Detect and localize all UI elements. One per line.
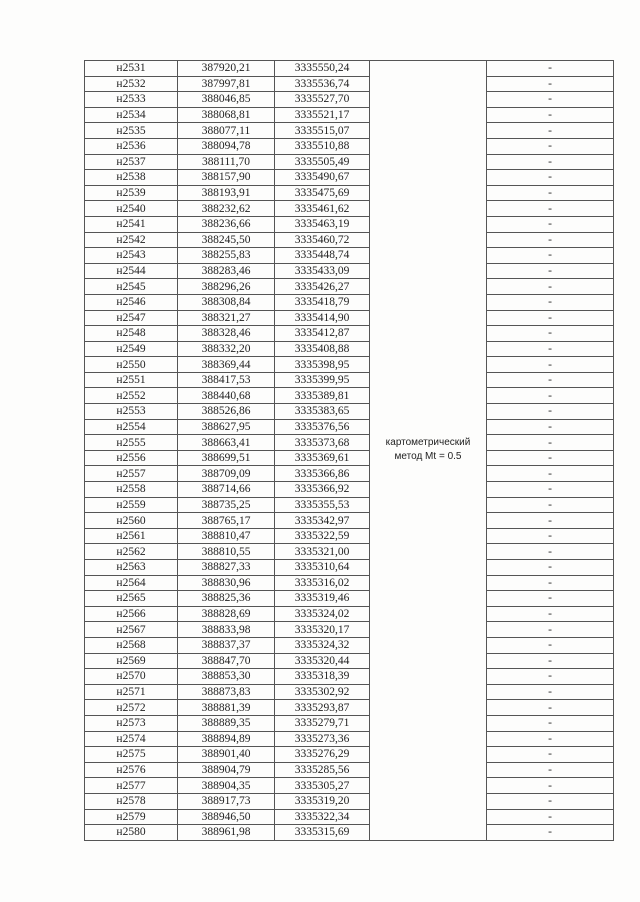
- point-id: н2577: [85, 778, 178, 794]
- description-dash: -: [487, 825, 614, 841]
- table-row: [85, 637, 614, 653]
- coord-x: 388046,85: [178, 92, 275, 108]
- coord-y: 3335319,20: [275, 793, 370, 809]
- table-row: [85, 341, 614, 357]
- coord-y: 3335305,27: [275, 778, 370, 794]
- point-id: н2531: [85, 61, 178, 77]
- point-id: н2570: [85, 669, 178, 685]
- point-id: н2532: [85, 76, 178, 92]
- table-row: [85, 450, 614, 466]
- coord-x: 388961,98: [178, 825, 275, 841]
- coord-y: 3335310,64: [275, 560, 370, 576]
- coord-x: 388881,39: [178, 700, 275, 716]
- description-dash: -: [487, 606, 614, 622]
- description-dash: -: [487, 544, 614, 560]
- coord-y: 3335510,88: [275, 138, 370, 154]
- coordinates-table: [84, 60, 614, 841]
- point-id: н2558: [85, 482, 178, 498]
- description-dash: -: [487, 528, 614, 544]
- description-dash: -: [487, 279, 614, 295]
- coord-y: 3335490,67: [275, 170, 370, 186]
- coord-y: 3335273,36: [275, 731, 370, 747]
- point-id: н2537: [85, 154, 178, 170]
- point-id: н2562: [85, 544, 178, 560]
- coord-y: 3335414,90: [275, 310, 370, 326]
- point-id: н2547: [85, 310, 178, 326]
- point-id: н2568: [85, 637, 178, 653]
- coord-x: 388236,66: [178, 216, 275, 232]
- coord-x: 388714,66: [178, 482, 275, 498]
- description-dash: -: [487, 669, 614, 685]
- coord-x: 388765,17: [178, 513, 275, 529]
- coord-y: 3335536,74: [275, 76, 370, 92]
- point-id: н2541: [85, 216, 178, 232]
- description-dash: -: [487, 731, 614, 747]
- point-id: н2563: [85, 560, 178, 576]
- point-id: н2551: [85, 372, 178, 388]
- description-dash: -: [487, 201, 614, 217]
- point-id: н2572: [85, 700, 178, 716]
- coord-y: 3335320,44: [275, 653, 370, 669]
- point-id: н2573: [85, 715, 178, 731]
- table-row: [85, 372, 614, 388]
- description-dash: -: [487, 341, 614, 357]
- coord-x: 388894,89: [178, 731, 275, 747]
- description-dash: -: [487, 684, 614, 700]
- coord-x: 388245,50: [178, 232, 275, 248]
- coord-x: 388296,26: [178, 279, 275, 295]
- description-dash: -: [487, 482, 614, 498]
- coord-x: 388332,20: [178, 341, 275, 357]
- description-dash: -: [487, 92, 614, 108]
- table-row: [85, 388, 614, 404]
- point-id: н2561: [85, 528, 178, 544]
- description-dash: -: [487, 637, 614, 653]
- coord-y: 3335318,39: [275, 669, 370, 685]
- coord-x: 388946,50: [178, 809, 275, 825]
- description-dash: -: [487, 123, 614, 139]
- coord-x: 388369,44: [178, 357, 275, 373]
- coord-y: 3335315,69: [275, 825, 370, 841]
- coord-x: 388321,27: [178, 310, 275, 326]
- description-dash: -: [487, 310, 614, 326]
- table-row: [85, 92, 614, 108]
- point-id: н2555: [85, 435, 178, 451]
- point-id: н2557: [85, 466, 178, 482]
- description-dash: -: [487, 466, 614, 482]
- coord-y: 3335408,88: [275, 341, 370, 357]
- table-row: [85, 170, 614, 186]
- coordinates-table-body: [85, 61, 614, 841]
- coord-y: 3335324,32: [275, 637, 370, 653]
- description-dash: -: [487, 294, 614, 310]
- coord-x: 388828,69: [178, 606, 275, 622]
- description-dash: -: [487, 435, 614, 451]
- description-dash: -: [487, 591, 614, 607]
- coord-x: 388526,86: [178, 404, 275, 420]
- description-dash: -: [487, 232, 614, 248]
- table-row: [85, 825, 614, 841]
- coord-y: 3335316,02: [275, 575, 370, 591]
- coord-x: 388663,41: [178, 435, 275, 451]
- table-row: [85, 528, 614, 544]
- description-dash: -: [487, 185, 614, 201]
- point-id: н2544: [85, 263, 178, 279]
- table-row: [85, 216, 614, 232]
- coord-x: 388847,70: [178, 653, 275, 669]
- coord-x: 388255,83: [178, 248, 275, 264]
- table-row: [85, 669, 614, 685]
- coord-x: 388825,36: [178, 591, 275, 607]
- point-id: н2534: [85, 107, 178, 123]
- table-row: [85, 482, 614, 498]
- coord-y: 3335460,72: [275, 232, 370, 248]
- point-id: н2550: [85, 357, 178, 373]
- table-row: [85, 107, 614, 123]
- coord-y: 3335383,65: [275, 404, 370, 420]
- table-row: [85, 513, 614, 529]
- description-dash: -: [487, 450, 614, 466]
- coord-y: 3335322,59: [275, 528, 370, 544]
- point-id: н2564: [85, 575, 178, 591]
- point-id: н2536: [85, 138, 178, 154]
- coord-y: 3335389,81: [275, 388, 370, 404]
- description-dash: -: [487, 793, 614, 809]
- point-id: н2565: [85, 591, 178, 607]
- description-dash: -: [487, 809, 614, 825]
- point-id: н2553: [85, 404, 178, 420]
- coord-y: 3335279,71: [275, 715, 370, 731]
- description-dash: -: [487, 653, 614, 669]
- table-row: [85, 419, 614, 435]
- table-row: [85, 700, 614, 716]
- coord-x: 388068,81: [178, 107, 275, 123]
- point-id: н2566: [85, 606, 178, 622]
- table-row: [85, 201, 614, 217]
- table-row: [85, 762, 614, 778]
- description-dash: -: [487, 216, 614, 232]
- table-row: [85, 560, 614, 576]
- table-row: [85, 294, 614, 310]
- point-id: н2535: [85, 123, 178, 139]
- description-dash: -: [487, 357, 614, 373]
- point-id: н2548: [85, 326, 178, 342]
- coord-y: 3335461,62: [275, 201, 370, 217]
- description-dash: -: [487, 747, 614, 763]
- table-row: [85, 778, 614, 794]
- coord-y: 3335355,53: [275, 497, 370, 513]
- coord-x: 387920,21: [178, 61, 275, 77]
- coord-y: 3335475,69: [275, 185, 370, 201]
- coord-x: 388111,70: [178, 154, 275, 170]
- coord-y: 3335342,97: [275, 513, 370, 529]
- table-row: [85, 435, 614, 451]
- table-row: [85, 731, 614, 747]
- point-id: н2576: [85, 762, 178, 778]
- description-dash: -: [487, 778, 614, 794]
- coord-y: 3335426,27: [275, 279, 370, 295]
- table-row: [85, 357, 614, 373]
- coord-x: 388833,98: [178, 622, 275, 638]
- coord-x: 388830,96: [178, 575, 275, 591]
- coord-y: 3335433,09: [275, 263, 370, 279]
- point-id: н2574: [85, 731, 178, 747]
- table-row: [85, 653, 614, 669]
- table-row: [85, 263, 614, 279]
- description-dash: -: [487, 715, 614, 731]
- coord-x: 388440,68: [178, 388, 275, 404]
- method-accuracy: метод Mt = 0.5: [394, 451, 462, 463]
- description-dash: -: [487, 388, 614, 404]
- coord-y: 3335369,61: [275, 450, 370, 466]
- description-dash: -: [487, 513, 614, 529]
- coord-y: 3335521,17: [275, 107, 370, 123]
- table-row: [85, 575, 614, 591]
- description-dash: -: [487, 138, 614, 154]
- point-id: н2578: [85, 793, 178, 809]
- coord-y: 3335321,00: [275, 544, 370, 560]
- description-dash: -: [487, 326, 614, 342]
- coord-x: 388283,46: [178, 263, 275, 279]
- coord-x: 388873,83: [178, 684, 275, 700]
- description-dash: -: [487, 154, 614, 170]
- description-dash: -: [487, 61, 614, 77]
- coord-y: 3335515,07: [275, 123, 370, 139]
- coord-x: 388232,62: [178, 201, 275, 217]
- description-dash: -: [487, 560, 614, 576]
- point-id: н2560: [85, 513, 178, 529]
- point-id: н2549: [85, 341, 178, 357]
- point-id: н2539: [85, 185, 178, 201]
- point-id: н2575: [85, 747, 178, 763]
- point-id: н2545: [85, 279, 178, 295]
- point-id: н2554: [85, 419, 178, 435]
- coord-y: 3335398,95: [275, 357, 370, 373]
- point-id: н2533: [85, 92, 178, 108]
- coord-y: 3335319,46: [275, 591, 370, 607]
- coord-y: 3335527,70: [275, 92, 370, 108]
- coord-x: 387997,81: [178, 76, 275, 92]
- coord-y: 3335322,34: [275, 809, 370, 825]
- coord-x: 388627,95: [178, 419, 275, 435]
- coord-y: 3335302,92: [275, 684, 370, 700]
- coord-x: 388328,46: [178, 326, 275, 342]
- point-id: н2569: [85, 653, 178, 669]
- description-dash: -: [487, 497, 614, 513]
- coord-x: 388901,40: [178, 747, 275, 763]
- description-dash: -: [487, 575, 614, 591]
- description-dash: -: [487, 404, 614, 420]
- coord-x: 388917,73: [178, 793, 275, 809]
- coord-y: 3335276,29: [275, 747, 370, 763]
- coord-y: 3335285,56: [275, 762, 370, 778]
- table-row: [85, 684, 614, 700]
- coord-y: 3335366,92: [275, 482, 370, 498]
- coord-x: 388193,91: [178, 185, 275, 201]
- point-id: н2542: [85, 232, 178, 248]
- point-id: н2556: [85, 450, 178, 466]
- coord-y: 3335505,49: [275, 154, 370, 170]
- coord-x: 388735,25: [178, 497, 275, 513]
- table-row: [85, 715, 614, 731]
- description-dash: -: [487, 263, 614, 279]
- point-id: н2552: [85, 388, 178, 404]
- method-cell: [370, 61, 487, 841]
- coord-x: 388853,30: [178, 669, 275, 685]
- table-row: [85, 606, 614, 622]
- table-row: [85, 248, 614, 264]
- description-dash: -: [487, 622, 614, 638]
- coord-y: 3335418,79: [275, 294, 370, 310]
- coord-y: 3335412,87: [275, 326, 370, 342]
- table-row: [85, 310, 614, 326]
- coord-x: 388709,09: [178, 466, 275, 482]
- coord-y: 3335399,95: [275, 372, 370, 388]
- table-row: [85, 232, 614, 248]
- point-id: н2579: [85, 809, 178, 825]
- coord-x: 388094,78: [178, 138, 275, 154]
- point-id: н2571: [85, 684, 178, 700]
- coord-y: 3335463,19: [275, 216, 370, 232]
- description-dash: -: [487, 700, 614, 716]
- coord-x: 388810,55: [178, 544, 275, 560]
- coord-x: 388077,11: [178, 123, 275, 139]
- table-row: [85, 404, 614, 420]
- coord-y: 3335366,86: [275, 466, 370, 482]
- coord-x: 388889,35: [178, 715, 275, 731]
- coord-x: 388417,53: [178, 372, 275, 388]
- table-row: [85, 279, 614, 295]
- table-row: [85, 793, 614, 809]
- coord-y: 3335293,87: [275, 700, 370, 716]
- point-id: н2540: [85, 201, 178, 217]
- point-id: н2538: [85, 170, 178, 186]
- table-row: [85, 76, 614, 92]
- coord-x: 388157,90: [178, 170, 275, 186]
- point-id: н2580: [85, 825, 178, 841]
- table-row: [85, 138, 614, 154]
- coord-x: 388308,84: [178, 294, 275, 310]
- point-id: н2567: [85, 622, 178, 638]
- table-row: [85, 466, 614, 482]
- coord-x: 388827,33: [178, 560, 275, 576]
- coord-y: 3335373,68: [275, 435, 370, 451]
- coord-y: 3335448,74: [275, 248, 370, 264]
- coord-y: 3335324,02: [275, 606, 370, 622]
- table-row: [85, 497, 614, 513]
- coord-x: 388837,37: [178, 637, 275, 653]
- description-dash: -: [487, 107, 614, 123]
- coord-x: 388699,51: [178, 450, 275, 466]
- coord-y: 3335376,56: [275, 419, 370, 435]
- table-row: [85, 622, 614, 638]
- table-row: [85, 747, 614, 763]
- method-name: картометрический: [385, 437, 471, 449]
- table-row: [85, 154, 614, 170]
- coord-x: 388810,47: [178, 528, 275, 544]
- description-dash: -: [487, 170, 614, 186]
- table-row: [85, 123, 614, 139]
- table-row: [85, 61, 614, 77]
- point-id: н2559: [85, 497, 178, 513]
- coord-x: 388904,35: [178, 778, 275, 794]
- description-dash: -: [487, 372, 614, 388]
- coord-x: 388904,79: [178, 762, 275, 778]
- table-row: [85, 809, 614, 825]
- table-row: [85, 185, 614, 201]
- table-row: [85, 544, 614, 560]
- description-dash: -: [487, 76, 614, 92]
- coord-y: 3335550,24: [275, 61, 370, 77]
- point-id: н2546: [85, 294, 178, 310]
- point-id: н2543: [85, 248, 178, 264]
- description-dash: -: [487, 419, 614, 435]
- table-row: [85, 326, 614, 342]
- coord-y: 3335320,17: [275, 622, 370, 638]
- table-row: [85, 591, 614, 607]
- description-dash: -: [487, 248, 614, 264]
- description-dash: -: [487, 762, 614, 778]
